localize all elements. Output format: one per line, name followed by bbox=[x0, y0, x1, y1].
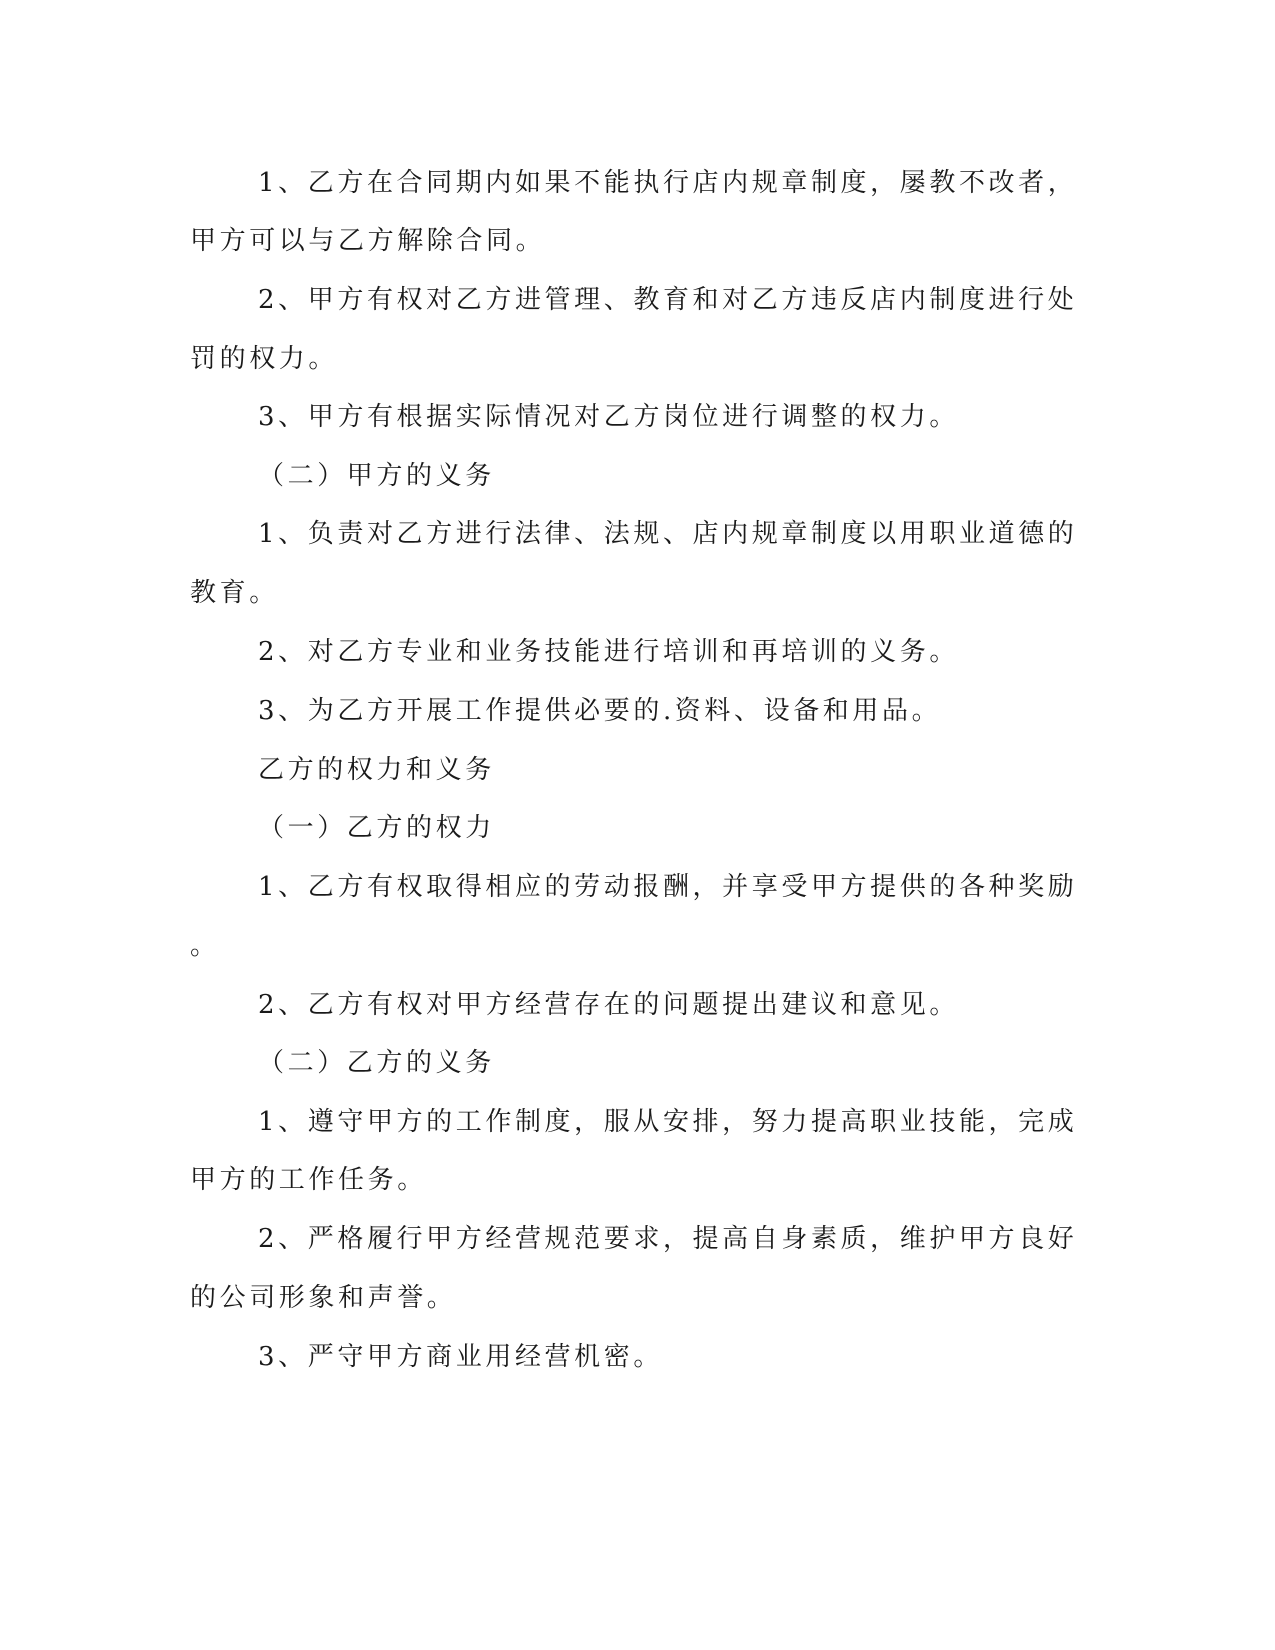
section-heading: （二）甲方的义务 bbox=[258, 461, 495, 491]
paragraph-line: 1、乙方有权取得相应的劳动报酬，并享受甲方提供的各种奖励 bbox=[258, 872, 1078, 902]
paragraph-line: 罚的权力。 bbox=[190, 344, 339, 374]
paragraph-line: 3、甲方有根据实际情况对乙方岗位进行调整的权力。 bbox=[258, 402, 959, 432]
paragraph-line: 2、严格履行甲方经营规范要求，提高自身素质，维护甲方良好 bbox=[258, 1224, 1078, 1254]
paragraph-line: 甲方可以与乙方解除合同。 bbox=[190, 226, 546, 256]
paragraph-line: 。 bbox=[190, 931, 220, 961]
paragraph-line: 3、严守甲方商业用经营机密。 bbox=[258, 1342, 663, 1372]
section-heading: （一）乙方的权力 bbox=[258, 813, 495, 843]
paragraph-line: 1、遵守甲方的工作制度，服从安排，努力提高职业技能，完成 bbox=[258, 1107, 1078, 1137]
section-heading: 乙方的权力和义务 bbox=[258, 755, 495, 785]
paragraph-line: 2、甲方有权对乙方进管理、教育和对乙方违反店内制度进行处 bbox=[258, 285, 1078, 315]
paragraph-line: 1、负责对乙方进行法律、法规、店内规章制度以用职业道德的 bbox=[258, 519, 1078, 549]
paragraph-line: 2、乙方有权对甲方经营存在的问题提出建议和意见。 bbox=[258, 990, 959, 1020]
paragraph-line: 的公司形象和声誉。 bbox=[190, 1283, 457, 1313]
paragraph-line: 教育。 bbox=[190, 578, 279, 608]
paragraph-line: 2、对乙方专业和业务技能进行培训和再培训的义务。 bbox=[258, 637, 959, 667]
paragraph-line: 1、乙方在合同期内如果不能执行店内规章制度，屡教不改者， bbox=[258, 168, 1078, 198]
section-heading: （二）乙方的义务 bbox=[258, 1048, 495, 1078]
paragraph-line: 3、为乙方开展工作提供必要的.资料、设备和用品。 bbox=[258, 696, 942, 726]
paragraph-line: 甲方的工作任务。 bbox=[190, 1165, 427, 1195]
